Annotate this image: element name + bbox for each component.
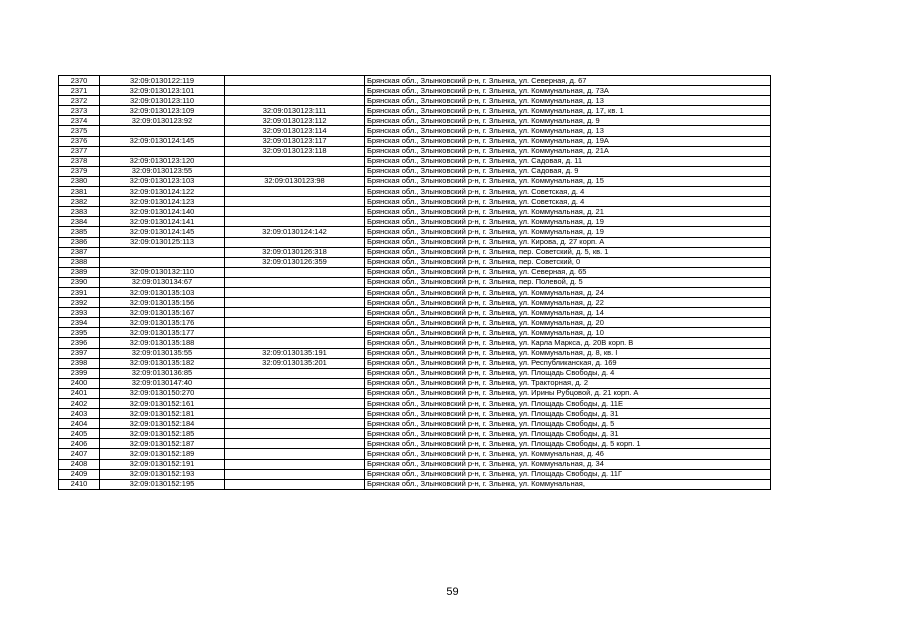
row-number-cell: 2393 [59, 308, 100, 318]
related-cadastral-number-cell: 32:09:0130135:191 [225, 348, 365, 358]
table-row [59, 449, 771, 459]
cadastral-number-cell: 32:09:0130134:67 [100, 277, 225, 287]
address-cell: Брянская обл., Злынковский р-н, г. Злынка, ул. Коммунальная, д. 24 [365, 287, 771, 297]
related-cadastral-number-cell [225, 419, 365, 429]
address-cell: Брянская обл., Злынковский р-н, г. Злынка, ул. Коммунальная, д. 14 [365, 308, 771, 318]
address-cell: Брянская обл., Злынковский р-н, г. Злынка, ул. Северная, д. 67 [365, 76, 771, 86]
address-cell: Брянская обл., Злынковский р-н, г. Злынка, ул. Площадь Свободы, д. 31 [365, 409, 771, 419]
row-number-cell: 2373 [59, 106, 100, 116]
table-row [59, 166, 771, 176]
related-cadastral-number-cell [225, 197, 365, 207]
table-row [59, 368, 771, 378]
address-cell: Брянская обл., Злынковский р-н, г. Злынка, пер. Полевой, д. 5 [365, 277, 771, 287]
related-cadastral-number-cell [225, 267, 365, 277]
row-number-cell: 2385 [59, 227, 100, 237]
address-cell: Брянская обл., Злынковский р-н, г. Злынка, пер. Советский, 0 [365, 257, 771, 267]
table-row [59, 419, 771, 429]
cadastral-number-cell [100, 247, 225, 257]
table-row [59, 429, 771, 439]
cadastral-number-cell: 32:09:0130135:182 [100, 358, 225, 368]
address-cell: Брянская обл., Злынковский р-н, г. Злынка, ул. Площадь Свободы, д. 5 [365, 419, 771, 429]
row-number-cell: 2382 [59, 197, 100, 207]
table-row [59, 277, 771, 287]
table-row [59, 348, 771, 358]
table-row [59, 227, 771, 237]
related-cadastral-number-cell [225, 469, 365, 479]
table-row [59, 308, 771, 318]
row-number-cell: 2371 [59, 86, 100, 96]
related-cadastral-number-cell: 32:09:0130123:118 [225, 146, 365, 156]
table-row [59, 207, 771, 217]
address-cell: Брянская обл., Злынковский р-н, г. Злынка, ул. Ирины Рубцовой, д. 21 корп. А [365, 388, 771, 398]
related-cadastral-number-cell [225, 479, 365, 489]
table-row [59, 106, 771, 116]
cadastral-number-cell: 32:09:0130152:161 [100, 399, 225, 409]
related-cadastral-number-cell [225, 318, 365, 328]
related-cadastral-number-cell [225, 429, 365, 439]
row-number-cell: 2392 [59, 298, 100, 308]
address-cell: Брянская обл., Злынковский р-н, г. Злынка, ул. Коммунальная, д. 10 [365, 328, 771, 338]
related-cadastral-number-cell [225, 409, 365, 419]
row-number-cell: 2378 [59, 156, 100, 166]
row-number-cell: 2409 [59, 469, 100, 479]
table-row [59, 257, 771, 267]
table-row [59, 136, 771, 146]
related-cadastral-number-cell: 32:09:0130126:359 [225, 257, 365, 267]
table-row [59, 469, 771, 479]
table-row [59, 76, 771, 86]
table-row [59, 358, 771, 368]
cadastral-number-cell: 32:09:0130147:40 [100, 378, 225, 388]
registry-table [58, 75, 771, 490]
address-cell: Брянская обл., Злынковский р-н, г. Злынка, ул. Карла Маркса, д. 20В корп. В [365, 338, 771, 348]
row-number-cell: 2401 [59, 388, 100, 398]
cadastral-number-cell: 32:09:0130124:140 [100, 207, 225, 217]
address-cell: Брянская обл., Злынковский р-н, г. Злынка, ул. Площадь Свободы, д. 11Г [365, 469, 771, 479]
cadastral-number-cell: 32:09:0130123:101 [100, 86, 225, 96]
table-row [59, 318, 771, 328]
address-cell: Брянская обл., Злынковский р-н, г. Злынка, ул. Коммунальная, д. 20 [365, 318, 771, 328]
row-number-cell: 2376 [59, 136, 100, 146]
related-cadastral-number-cell: 32:09:0130123:112 [225, 116, 365, 126]
related-cadastral-number-cell [225, 156, 365, 166]
related-cadastral-number-cell: 32:09:0130123:114 [225, 126, 365, 136]
related-cadastral-number-cell: 32:09:0130123:111 [225, 106, 365, 116]
address-cell: Брянская обл., Злынковский р-н, г. Злынка, ул. Садовая, д. 11 [365, 156, 771, 166]
cadastral-number-cell: 32:09:0130124:122 [100, 187, 225, 197]
related-cadastral-number-cell [225, 308, 365, 318]
address-cell: Брянская обл., Злынковский р-н, г. Злынка, ул. Площадь Свободы, д. 5 корп. 1 [365, 439, 771, 449]
cadastral-number-cell: 32:09:0130135:167 [100, 308, 225, 318]
address-cell: Брянская обл., Злынковский р-н, г. Злынка, ул. Советская, д. 4 [365, 187, 771, 197]
table-row [59, 197, 771, 207]
address-cell: Брянская обл., Злынковский р-н, г. Злынка, ул. Коммунальная, д. 19 [365, 217, 771, 227]
cadastral-number-cell [100, 146, 225, 156]
table-row [59, 247, 771, 257]
row-number-cell: 2387 [59, 247, 100, 257]
cadastral-number-cell: 32:09:0130123:120 [100, 156, 225, 166]
address-cell: Брянская обл., Злынковский р-н, г. Злынка, ул. Площадь Свободы, д. 31 [365, 429, 771, 439]
related-cadastral-number-cell [225, 449, 365, 459]
cadastral-number-cell: 32:09:0130152:181 [100, 409, 225, 419]
cadastral-number-cell: 32:09:0130135:188 [100, 338, 225, 348]
address-cell: Брянская обл., Злынковский р-н, г. Злынка, ул. Коммунальная, д. 73А [365, 86, 771, 96]
address-cell: Брянская обл., Злынковский р-н, г. Злынка, ул. Коммунальная, д. 15 [365, 176, 771, 186]
related-cadastral-number-cell [225, 388, 365, 398]
row-number-cell: 2370 [59, 76, 100, 86]
row-number-cell: 2384 [59, 217, 100, 227]
page-number: 59 [446, 586, 459, 598]
table-row [59, 86, 771, 96]
table-row [59, 217, 771, 227]
table-row [59, 378, 771, 388]
address-cell: Брянская обл., Злынковский р-н, г. Злынка, ул. Коммунальная, д. 17, кв. 1 [365, 106, 771, 116]
related-cadastral-number-cell [225, 277, 365, 287]
cadastral-number-cell: 32:09:0130135:156 [100, 298, 225, 308]
row-number-cell: 2395 [59, 328, 100, 338]
cadastral-number-cell: 32:09:0130152:193 [100, 469, 225, 479]
table-row [59, 126, 771, 136]
address-cell: Брянская обл., Злынковский р-н, г. Злынка, пер. Советский, д. 5, кв. 1 [365, 247, 771, 257]
row-number-cell: 2377 [59, 146, 100, 156]
row-number-cell: 2386 [59, 237, 100, 247]
row-number-cell: 2410 [59, 479, 100, 489]
table-row [59, 156, 771, 166]
row-number-cell: 2403 [59, 409, 100, 419]
address-cell: Брянская обл., Злынковский р-н, г. Злынка, ул. Коммунальная, д. 8, кв. I [365, 348, 771, 358]
row-number-cell: 2391 [59, 287, 100, 297]
row-number-cell: 2396 [59, 338, 100, 348]
table-row [59, 298, 771, 308]
related-cadastral-number-cell [225, 217, 365, 227]
row-number-cell: 2375 [59, 126, 100, 136]
address-cell: Брянская обл., Злынковский р-н, г. Злынка, ул. Северная, д. 65 [365, 267, 771, 277]
related-cadastral-number-cell [225, 187, 365, 197]
cadastral-number-cell: 32:09:0130152:184 [100, 419, 225, 429]
cadastral-number-cell: 32:09:0130124:145 [100, 227, 225, 237]
table-row [59, 459, 771, 469]
address-cell: Брянская обл., Злынковский р-н, г. Злынка, ул. Коммунальная, д. 13 [365, 126, 771, 136]
row-number-cell: 2404 [59, 419, 100, 429]
table-row [59, 146, 771, 156]
related-cadastral-number-cell: 32:09:0130124:142 [225, 227, 365, 237]
cadastral-number-cell: 32:09:0130122:119 [100, 76, 225, 86]
table-row [59, 399, 771, 409]
row-number-cell: 2405 [59, 429, 100, 439]
address-cell: Брянская обл., Злынковский р-н, г. Злынка, ул. Коммунальная, д. 13 [365, 96, 771, 106]
cadastral-number-cell: 32:09:0130135:55 [100, 348, 225, 358]
row-number-cell: 2399 [59, 368, 100, 378]
table-row [59, 176, 771, 186]
cadastral-number-cell: 32:09:0130123:109 [100, 106, 225, 116]
table-row [59, 388, 771, 398]
row-number-cell: 2406 [59, 439, 100, 449]
related-cadastral-number-cell: 32:09:0130123:98 [225, 176, 365, 186]
row-number-cell: 2397 [59, 348, 100, 358]
related-cadastral-number-cell [225, 338, 365, 348]
related-cadastral-number-cell [225, 368, 365, 378]
address-cell: Брянская обл., Злынковский р-н, г. Злынка, ул. Коммунальная, д. 21А [365, 146, 771, 156]
related-cadastral-number-cell: 32:09:0130123:117 [225, 136, 365, 146]
table-row [59, 96, 771, 106]
table-row [59, 237, 771, 247]
address-cell: Брянская обл., Злынковский р-н, г. Злынка, ул. Садовая, д. 9 [365, 166, 771, 176]
row-number-cell: 2388 [59, 257, 100, 267]
cadastral-number-cell: 32:09:0130124:145 [100, 136, 225, 146]
related-cadastral-number-cell [225, 328, 365, 338]
row-number-cell: 2390 [59, 277, 100, 287]
table-row [59, 267, 771, 277]
cadastral-number-cell: 32:09:0130152:191 [100, 459, 225, 469]
related-cadastral-number-cell [225, 166, 365, 176]
cadastral-number-cell: 32:09:0130124:141 [100, 217, 225, 227]
related-cadastral-number-cell [225, 378, 365, 388]
address-cell: Брянская обл., Злынковский р-н, г. Злынка, ул. Советская, д. 4 [365, 197, 771, 207]
cadastral-number-cell: 32:09:0130125:113 [100, 237, 225, 247]
address-cell: Брянская обл., Злынковский р-н, г. Злынка, ул. Коммунальная, [365, 479, 771, 489]
address-cell: Брянская обл., Злынковский р-н, г. Злынка, ул. Коммунальная, д. 34 [365, 459, 771, 469]
address-cell: Брянская обл., Злынковский р-н, г. Злынка, ул. Коммунальная, д. 21 [365, 207, 771, 217]
table-row [59, 439, 771, 449]
cadastral-number-cell: 32:09:0130136:85 [100, 368, 225, 378]
cadastral-number-cell: 32:09:0130152:187 [100, 439, 225, 449]
related-cadastral-number-cell [225, 459, 365, 469]
row-number-cell: 2383 [59, 207, 100, 217]
row-number-cell: 2408 [59, 459, 100, 469]
cadastral-number-cell [100, 126, 225, 136]
table-row [59, 328, 771, 338]
row-number-cell: 2389 [59, 267, 100, 277]
cadastral-number-cell: 32:09:0130135:176 [100, 318, 225, 328]
cadastral-number-cell: 32:09:0130123:110 [100, 96, 225, 106]
row-number-cell: 2379 [59, 166, 100, 176]
address-cell: Брянская обл., Злынковский р-н, г. Злынка, ул. Площадь Свободы, д. 4 [365, 368, 771, 378]
address-cell: Брянская обл., Злынковский р-н, г. Злынка, ул. Площадь Свободы, д. 11Е [365, 399, 771, 409]
table-row [59, 287, 771, 297]
cadastral-number-cell: 32:09:0130124:123 [100, 197, 225, 207]
row-number-cell: 2374 [59, 116, 100, 126]
cadastral-number-cell [100, 257, 225, 267]
address-cell: Брянская обл., Злынковский р-н, г. Злынка, ул. Тракторная, д. 2 [365, 378, 771, 388]
address-cell: Брянская обл., Злынковский р-н, г. Злынка, ул. Коммунальная, д. 46 [365, 449, 771, 459]
address-cell: Брянская обл., Злынковский р-н, г. Злынка, ул. Кирова, д. 27 корп. А [365, 237, 771, 247]
related-cadastral-number-cell: 32:09:0130126:318 [225, 247, 365, 257]
cadastral-number-cell: 32:09:0130135:103 [100, 287, 225, 297]
address-cell: Брянская обл., Злынковский р-н, г. Злынка, ул. Коммунальная, д. 9 [365, 116, 771, 126]
table-row [59, 116, 771, 126]
related-cadastral-number-cell [225, 76, 365, 86]
cadastral-number-cell: 32:09:0130152:195 [100, 479, 225, 489]
related-cadastral-number-cell [225, 207, 365, 217]
row-number-cell: 2381 [59, 187, 100, 197]
related-cadastral-number-cell [225, 439, 365, 449]
row-number-cell: 2400 [59, 378, 100, 388]
table-row [59, 187, 771, 197]
address-cell: Брянская обл., Злынковский р-н, г. Злынка, ул. Республиканская, д. 169 [365, 358, 771, 368]
row-number-cell: 2407 [59, 449, 100, 459]
registry-table-body [59, 76, 771, 490]
cadastral-number-cell: 32:09:0130123:103 [100, 176, 225, 186]
row-number-cell: 2398 [59, 358, 100, 368]
row-number-cell: 2394 [59, 318, 100, 328]
row-number-cell: 2402 [59, 399, 100, 409]
cadastral-number-cell: 32:09:0130132:110 [100, 267, 225, 277]
cadastral-number-cell: 32:09:0130123:92 [100, 116, 225, 126]
row-number-cell: 2380 [59, 176, 100, 186]
table-row [59, 409, 771, 419]
related-cadastral-number-cell [225, 96, 365, 106]
cadastral-number-cell: 32:09:0130135:177 [100, 328, 225, 338]
cadastral-number-cell: 32:09:0130152:189 [100, 449, 225, 459]
cadastral-number-cell: 32:09:0130150:270 [100, 388, 225, 398]
related-cadastral-number-cell [225, 287, 365, 297]
row-number-cell: 2372 [59, 96, 100, 106]
related-cadastral-number-cell [225, 237, 365, 247]
address-cell: Брянская обл., Злынковский р-н, г. Злынка, ул. Коммунальная, д. 19А [365, 136, 771, 146]
table-row [59, 338, 771, 348]
cadastral-number-cell: 32:09:0130123:55 [100, 166, 225, 176]
related-cadastral-number-cell [225, 399, 365, 409]
related-cadastral-number-cell [225, 86, 365, 96]
address-cell: Брянская обл., Злынковский р-н, г. Злынка, ул. Коммунальная, д. 22 [365, 298, 771, 308]
related-cadastral-number-cell: 32:09:0130135:201 [225, 358, 365, 368]
table-row [59, 479, 771, 489]
cadastral-number-cell: 32:09:0130152:185 [100, 429, 225, 439]
address-cell: Брянская обл., Злынковский р-н, г. Злынка, ул. Коммунальная, д. 19 [365, 227, 771, 237]
related-cadastral-number-cell [225, 298, 365, 308]
